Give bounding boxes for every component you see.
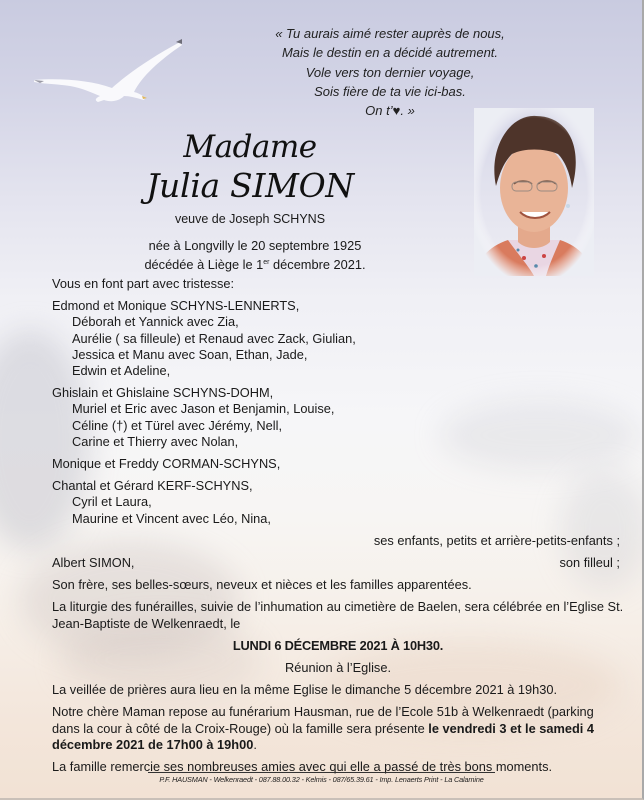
liturgy-text: La liturgie des funérailles, suivie de l’inhumation au cimetière de Baelen, sera célébrée en l’Eglise St. Jean-Baptiste de Welkenraedt, le — [52, 599, 624, 631]
thanks-text: La famille remercie ses nombreuses amies avec qui elle a passé de très bons moments. — [52, 759, 553, 775]
family-group — [52, 385, 624, 450]
birth-death-dates — [130, 238, 380, 273]
deceased-title: Madame — [183, 129, 317, 165]
godson-name: Albert SIMON, — [52, 555, 135, 571]
deceased-name: Julia SIMON — [146, 166, 354, 205]
deceased-portrait — [474, 108, 594, 276]
vigil-text: La veillée de prières aura lieu en la même Eglise le dimanche 5 décembre 2021 à 19h30. — [52, 682, 558, 698]
death-info — [130, 255, 380, 274]
rest-text-main: Notre chère Maman repose au funérarium Hausman, rue de l’Ecole 51b à Welkenraedt (parking dans la cour à côté de la Croix-Rouge) où la famille sera présente — [52, 704, 594, 736]
family-member: Jessica et Manu avec Soan, Ethan, Jade, — [72, 346, 308, 362]
family-head: Ghislain et Ghislaine SCHYNS-DOHM, — [52, 385, 274, 401]
poem — [255, 24, 525, 120]
death-info-sup: er — [263, 258, 270, 266]
family-group — [52, 298, 624, 379]
family-head: Edmond et Monique SCHYNS-LENNERTS, — [52, 298, 300, 314]
rest-text-hours: le vendredi 3 et le samedi 4 décembre 2021 de 17h00 à 19h00 — [52, 720, 595, 752]
family-member: Déborah et Yannick avec Zia, — [72, 314, 239, 330]
rest-text-end: . — [253, 736, 257, 752]
poem-line: « Tu aurais aimé rester auprès de nous, — [275, 26, 505, 41]
relatives-text: Son frère, ses belles-sœurs, neveux et nièces et les familles apparentées. — [52, 577, 472, 593]
family-head: Chantal et Gérard KERF-SCHYNS, — [52, 478, 253, 494]
rest-text — [52, 704, 624, 753]
death-info-suffix: décembre 2021. — [269, 256, 366, 272]
family-member: Carine et Thierry avec Nolan, — [72, 433, 239, 449]
poem-line: Vole vers ton dernier voyage, — [305, 64, 475, 80]
widow-of: veuve de Joseph SCHYNS — [174, 212, 326, 226]
poem-line: On t’♥. » — [365, 103, 415, 119]
family-member: Cyril et Laura, — [72, 494, 152, 510]
seagull-image — [30, 36, 185, 102]
family-group — [52, 478, 624, 527]
deceased-name-heading — [130, 128, 370, 206]
meeting-text: Réunion à l’Eglise. — [285, 660, 391, 676]
death-info-prefix: décédée à Liège le 1 — [144, 256, 264, 272]
family-member: Muriel et Eric avec Jason et Benjamin, Louise, — [72, 401, 335, 417]
poem-line: Mais le destin en a décidé autrement. — [281, 45, 499, 61]
family-member: Céline (†) et Türel avec Jérémy, Nell, — [72, 417, 283, 433]
announcement-body — [52, 276, 624, 775]
family-group — [52, 456, 624, 472]
children-label: ses enfants, petits et arrière-petits-enfants ; — [373, 532, 620, 548]
birth-info: née à Longvilly le 20 septembre 1925 — [148, 238, 362, 253]
footer-credits: P.F. HAUSMAN - Welkenraedt - 087.88.00.32 - Kelmis - 087/65.39.61 - Imp. Lenaerts Print - La Calamine — [159, 775, 484, 784]
family-head: Monique et Freddy CORMAN-SCHYNS, — [52, 456, 281, 472]
family-member: Maurine et Vincent avec Léo, Nina, — [72, 510, 271, 526]
funeral-date: LUNDI 6 DÉCEMBRE 2021 À 10H30. — [232, 637, 444, 653]
family-member: Edwin et Adeline, — [72, 363, 171, 379]
godson-row — [52, 555, 624, 571]
family-member: Aurélie ( sa filleule) et Renaud avec Zack, Giulian, — [72, 330, 356, 346]
poem-line: Sois fière de ta vie ici-bas. — [314, 83, 466, 99]
intro-text: Vous en font part avec tristesse: — [52, 276, 235, 291]
godson-label: son filleul ; — [559, 555, 620, 571]
footer-divider — [148, 772, 495, 773]
